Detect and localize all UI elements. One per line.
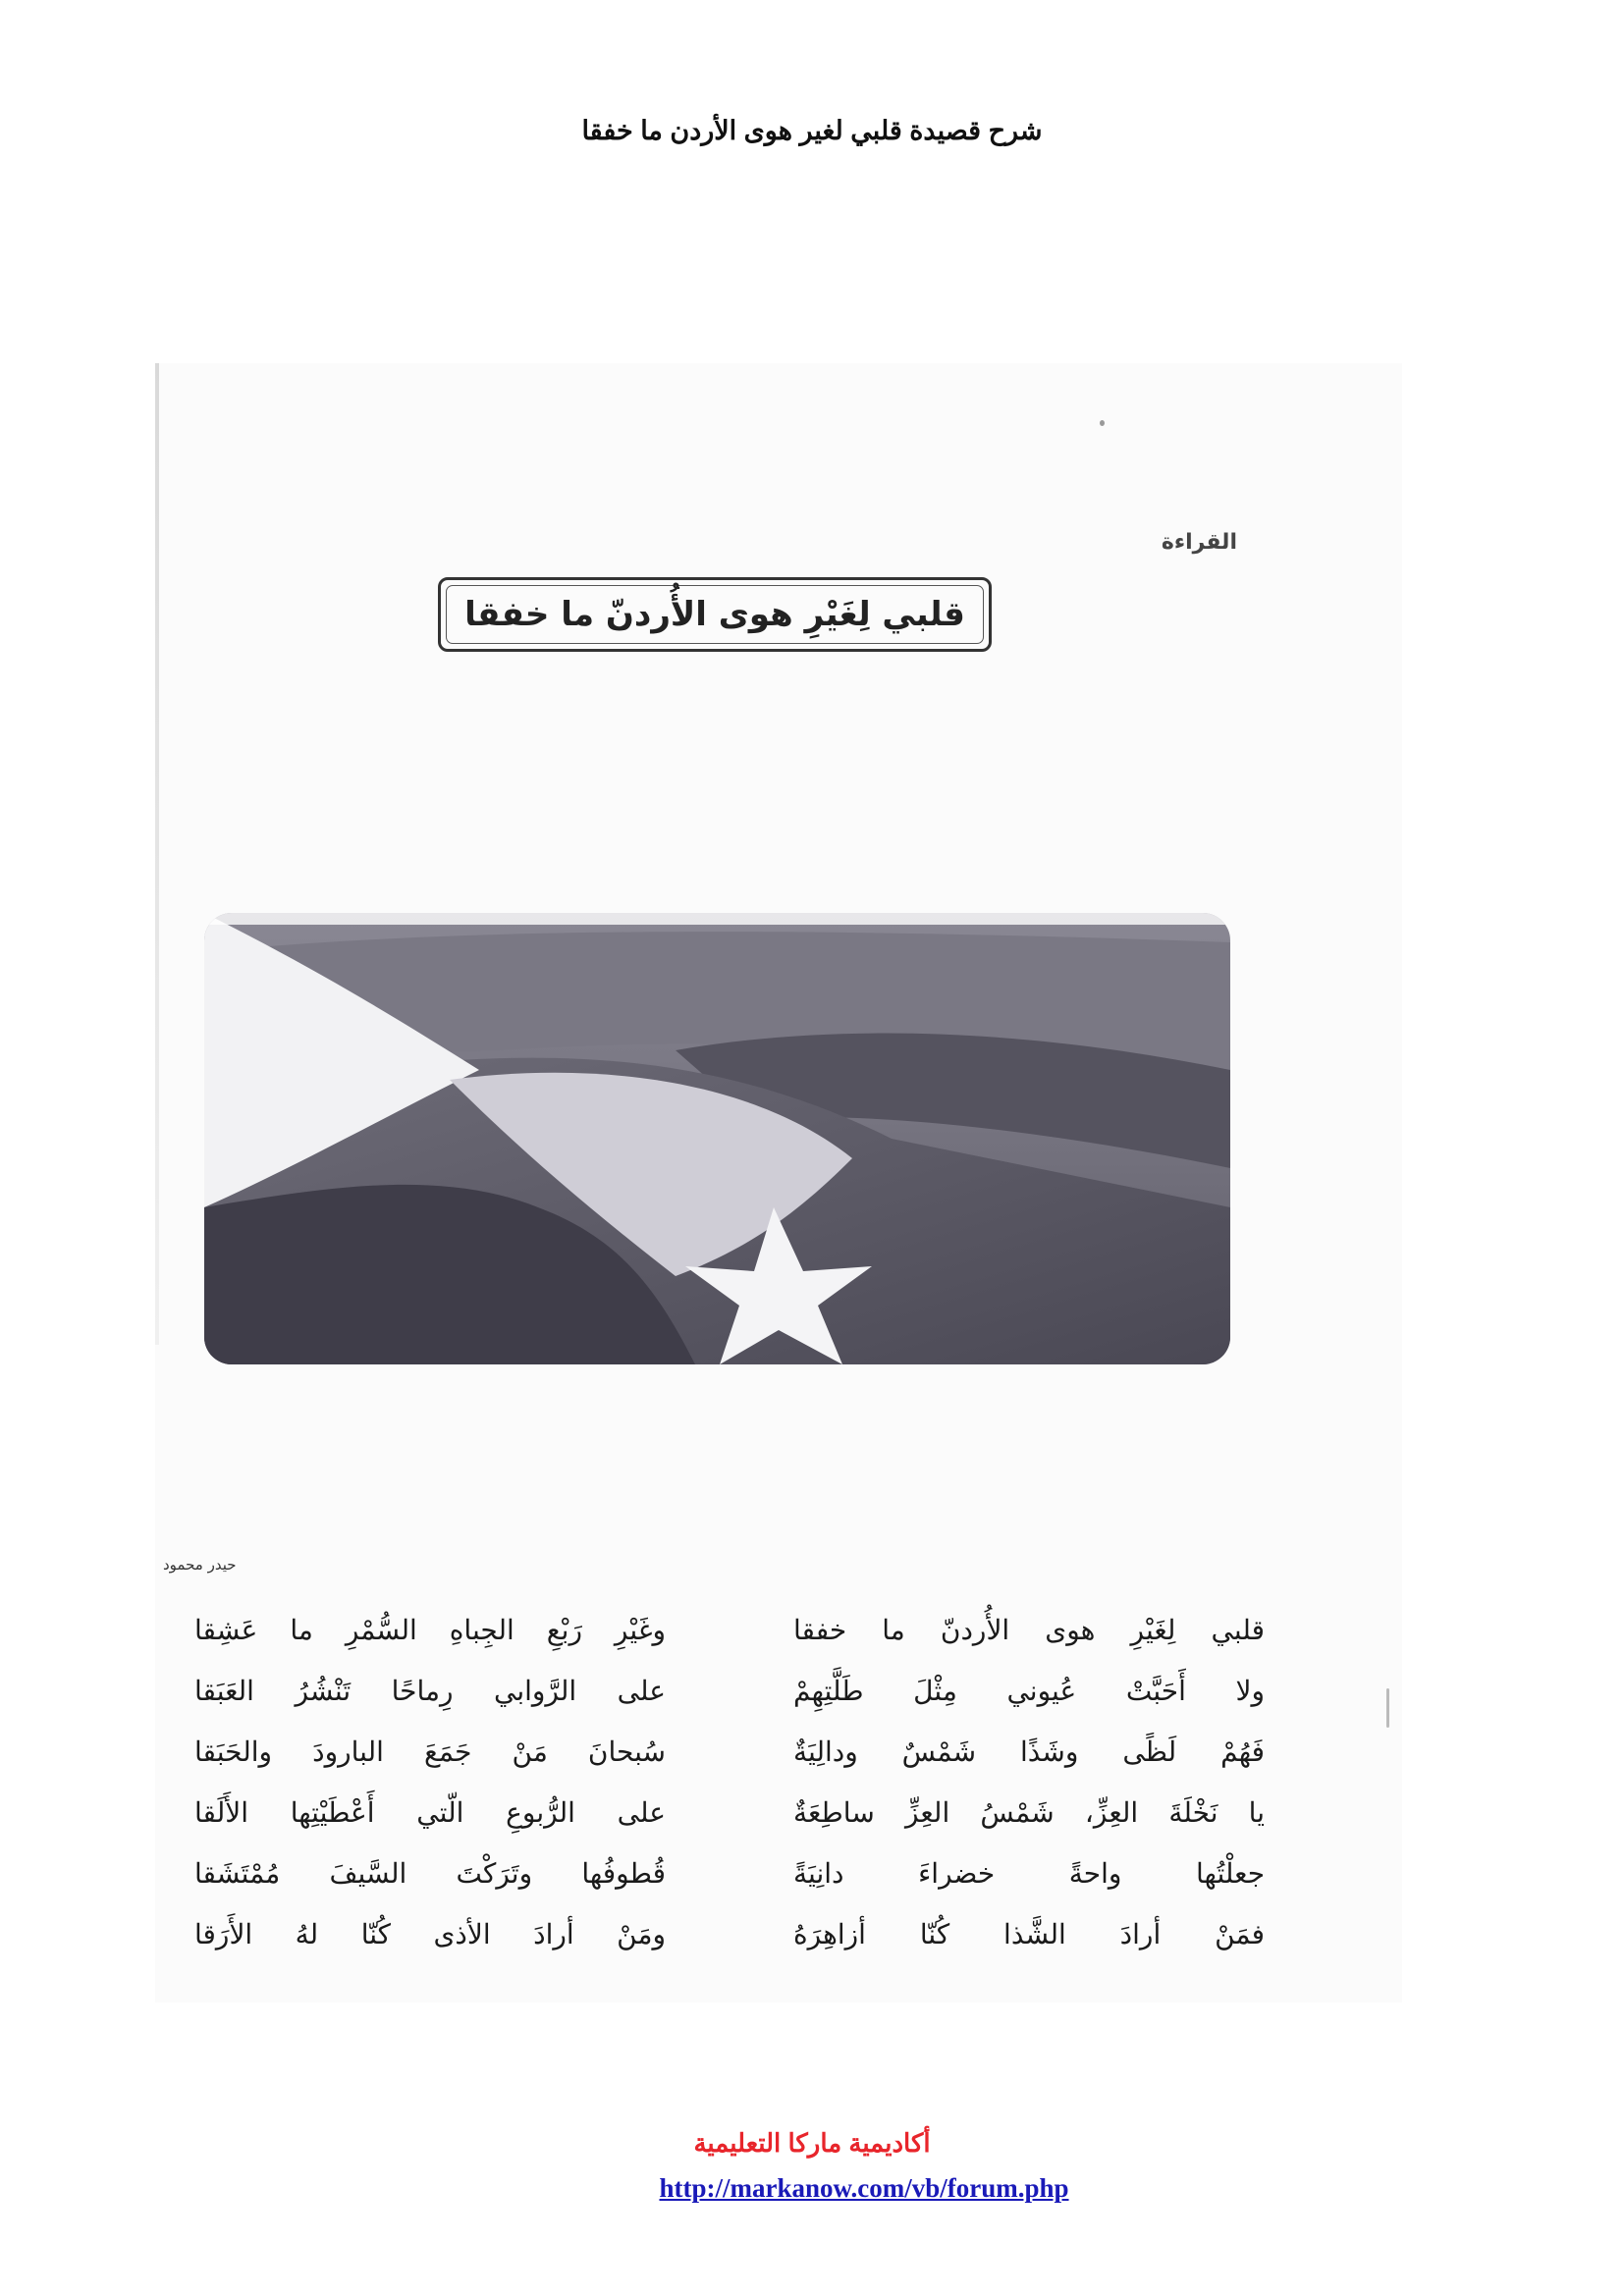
verse-right-1: قلبي لِغَيْرِ هوى الأُردنّ ما خفقا (793, 1614, 1265, 1646)
verse-right-3: فَهُمْ لَظًى وشَذًا شَمْسٌ ودالِيَةٌ (793, 1735, 1265, 1768)
poem-title: قلبي لِغَيْرِ هوى الأُردنّ ما خفقا (464, 595, 965, 634)
verse-left-2: على الرَّوابي رِماحًا تَنْشُرُ العَبَقا (194, 1675, 666, 1707)
poem-title-box (438, 577, 992, 652)
verse-right-4: يا نَخْلَةَ العِزِّ، شَمْسُ العِزِّ ساطِعَةٌ (793, 1796, 1265, 1829)
verse-right-5: جعلْتُها واحةً خضراءَ دانِيَةً (793, 1857, 1265, 1890)
verse-left-6: ومَنْ أرادَ الأذى كُنّا لهُ الأَرَقا (194, 1918, 666, 1950)
verse-left-1: وغَيْرِ رَبْعِ الجِباهِ السُّمْرِ ما عَشِقا (194, 1614, 666, 1646)
verse-right-2: ولا أَحَبَّتْ عُيوني مِثْلَ طَلَّتِهِمْ (793, 1675, 1265, 1707)
verse-left-5: قُطوفُها وتَرَكْتَ السَّيفَ مُمْتَشَقا (194, 1857, 666, 1890)
scan-edge (155, 363, 159, 1345)
verse-left-4: على الرُّبوعِ الّتي أَعْطَيْتِها الأَلَقا (194, 1796, 666, 1829)
footer-organization: أكاديمية ماركا التعليمية (693, 2128, 931, 2158)
scan-speck (1386, 1688, 1389, 1728)
scanned-page (155, 363, 1402, 2002)
verses-left-column (194, 1600, 666, 1965)
page-title: شرح قصيدة قلبي لغير هوى الأردن ما خفقا (581, 116, 1043, 145)
verses-right-column (793, 1600, 1265, 1965)
scan-speck (1100, 420, 1105, 426)
poem-verses (194, 1600, 1265, 1973)
section-label: القراءة (1161, 530, 1237, 555)
verse-left-3: سُبحانَ مَنْ جَمَعَ البارودَ والحَبَقا (194, 1735, 666, 1768)
photo-image (204, 913, 1230, 1364)
verse-right-6: فمَنْ أرادَ الشَّذا كُنّا أزاهِرَهُ (793, 1918, 1265, 1950)
footer-forum-link[interactable]: http://markanow.com/vb/forum.php (659, 2173, 1069, 2203)
jordan-flag-landscape-photo (204, 913, 1230, 1364)
poem-author: حيدر محمود (163, 1556, 237, 1574)
